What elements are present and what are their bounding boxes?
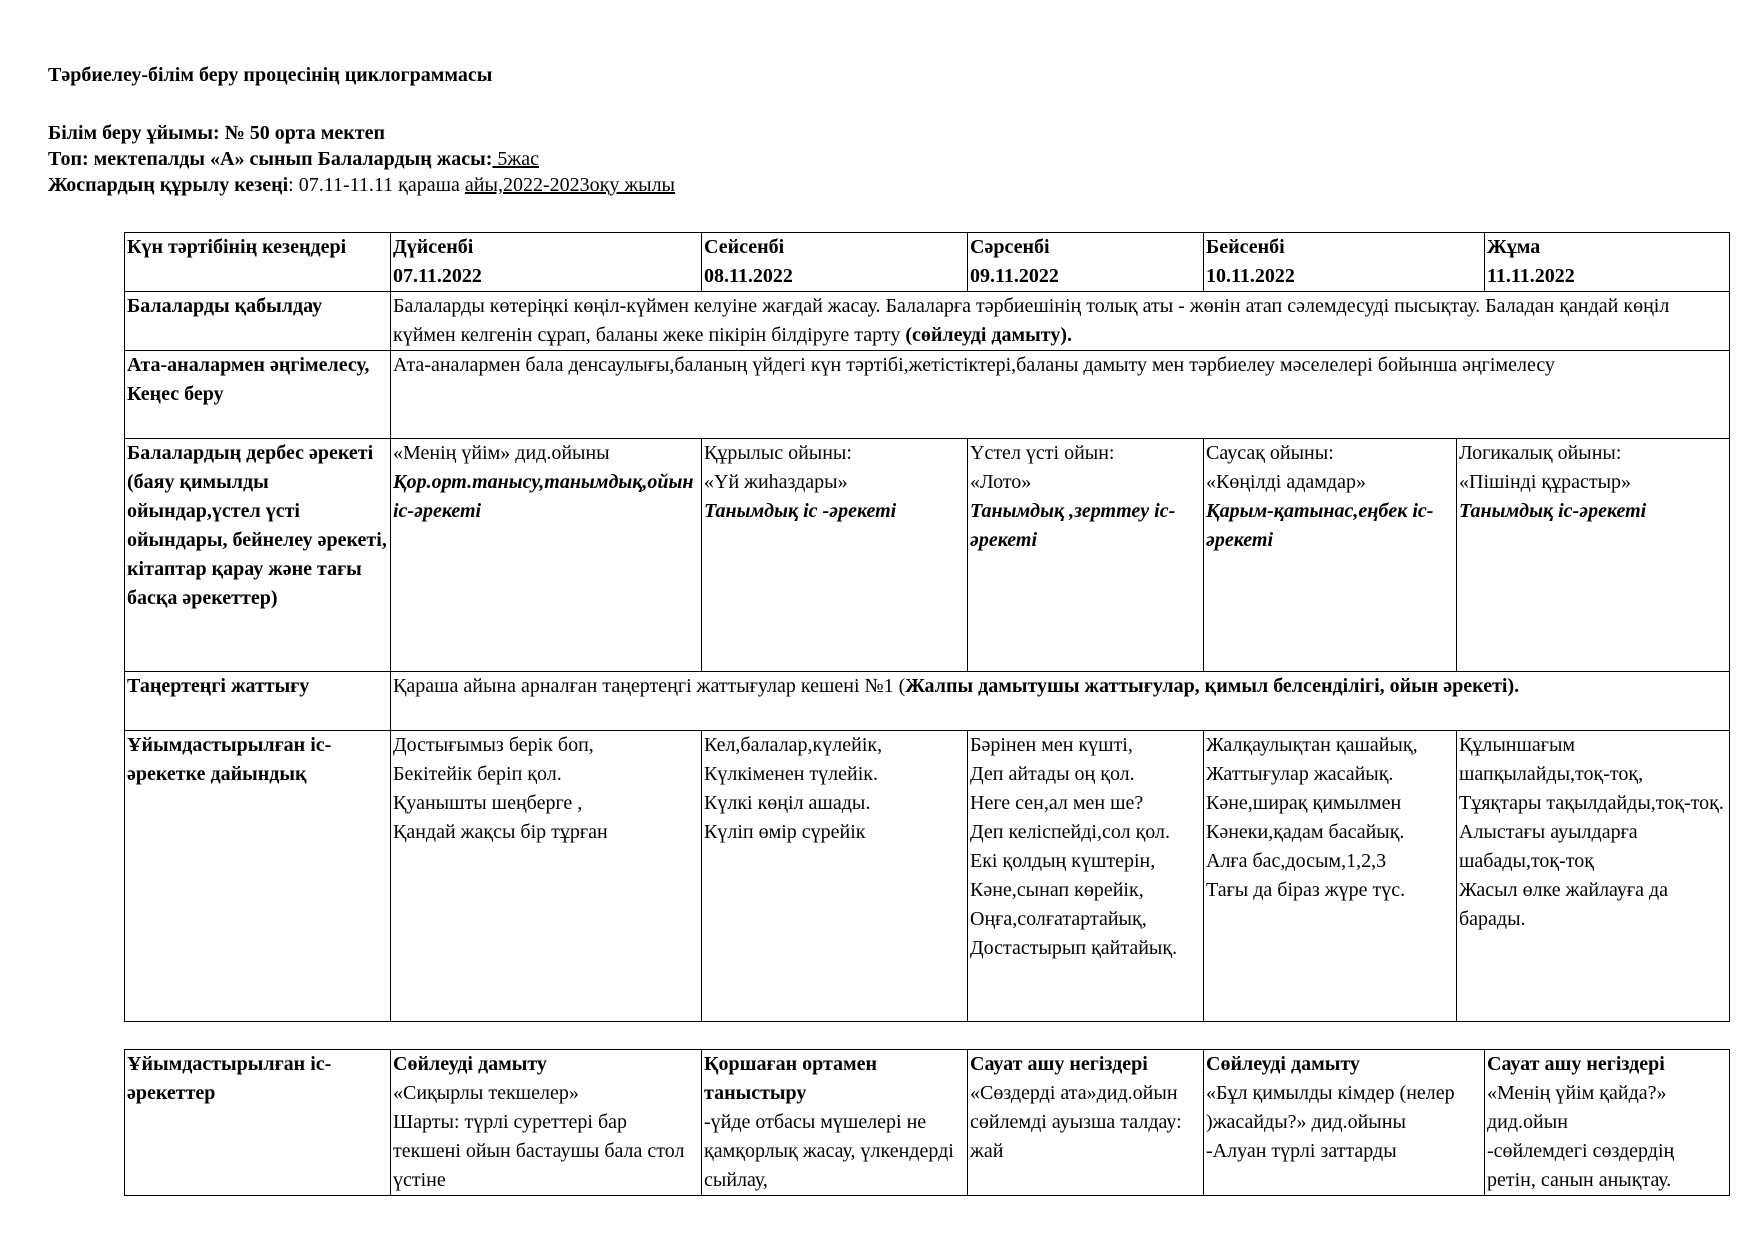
day-name: Сейсенбі: [704, 236, 785, 258]
verse-line: Тағы да біраз жүре түс.: [1206, 879, 1406, 901]
period-value: : 07.11-11.11 қараша: [288, 174, 465, 196]
activity-line: «Бұл қимылды кімдер (нелер )жасайды?» дид.ойыны: [1206, 1082, 1455, 1133]
preparation-cell-tuesday: [702, 731, 968, 1022]
verse-line: Күліп өмір сүрейік: [704, 821, 866, 843]
verse-line: Достығымыз берік боп,: [393, 734, 594, 756]
reception-label: Балаларды қабылдау: [125, 292, 391, 351]
activity-line: Үстел үсті ойын:: [970, 442, 1115, 464]
day-date: 10.11.2022: [1206, 265, 1295, 287]
verse-line: Жалқаулықтан қашайық,: [1206, 734, 1418, 756]
activity-line: сөйлемді ауызша талдау: жай: [970, 1111, 1182, 1162]
organized-activities-row: [125, 1050, 1730, 1196]
age-label: Балалардың жасы:: [317, 148, 493, 170]
period-line: [48, 172, 675, 198]
activity-cell-wednesday: [968, 1050, 1204, 1196]
reception-row: [125, 292, 1730, 351]
activity-line: «Үй жиһаздары»: [704, 471, 848, 493]
header-cell-wednesday: [968, 233, 1204, 292]
day-date: 09.11.2022: [970, 265, 1059, 287]
preparation-label: Ұйымдастырылған іс-әрекетке дайындық: [125, 731, 391, 1022]
organization-value: № 50 орта мектеп: [224, 122, 385, 144]
organized-activities-table: [124, 1049, 1730, 1196]
verse-line: Оңға,солғатартайық,: [970, 908, 1147, 930]
organization-line: [48, 120, 385, 146]
verse-line: Алыстағы ауылдарға шабады,тоқ-тоқ: [1459, 821, 1638, 872]
activity-line: «Менің үйім» дид.ойыны: [393, 442, 610, 464]
activity-cell-monday: [391, 1050, 702, 1196]
verse-line: Тұяқтары тақылдайды,тоқ-тоқ.: [1459, 792, 1724, 814]
activity-heading: Сауат ашу негіздері: [1487, 1053, 1665, 1075]
activity-type: Танымдық іс-әрекеті: [1459, 500, 1647, 522]
period-label: Жоспардың құрылу кезеңі: [48, 174, 289, 196]
verse-line: Қандай жақсы бір тұрған: [393, 821, 608, 843]
activity-line: «Сиқырлы текшелер»: [393, 1082, 579, 1104]
morning-exercise-label: Таңертеңгі жаттығу: [125, 672, 391, 731]
activity-line: Құрылыс ойыны:: [704, 442, 852, 464]
activity-cell-thursday: [1204, 1050, 1485, 1196]
activity-line: «Көңілді адамдар»: [1206, 471, 1366, 493]
independent-cell-monday: [391, 439, 702, 672]
morning-exercise-body: Қараша айына арналған таңертеңгі жаттығулар кешені №1 (: [393, 675, 906, 697]
organized-activities-label: Ұйымдастырылған іс-әрекеттер: [125, 1050, 391, 1196]
parents-label: Ата-аналармен әңгімелесу, Кеңес беру: [125, 351, 391, 439]
preparation-cell-thursday: [1204, 731, 1457, 1022]
group-line: [48, 146, 539, 172]
verse-line: Екі қолдың күштерін,: [970, 850, 1156, 872]
verse-line: Күлкіменен түлейік.: [704, 763, 878, 785]
preparation-row: [125, 731, 1730, 1022]
reception-body: Балаларды көтеріңкі көңіл-күймен келуіне жағдай жасау. Балаларға тәрбиешінің толық аты - жөнін атап сәлемдесуді пысықтау. Баладан қандай көңіл күймен келгенін сұрап, баланы жеке пікірін білдіруге тарту: [393, 295, 1670, 346]
morning-exercise-emphasis: Жалпы дамытушы жаттығулар, қимыл белсенділігі, ойын әрекеті).: [905, 675, 1520, 697]
reception-text: [391, 292, 1730, 351]
verse-line: Бәрінен мен күшті,: [970, 734, 1133, 756]
independent-cell-thursday: [1204, 439, 1457, 672]
activity-line: «Сөздерді ата»дид.ойын: [970, 1082, 1178, 1104]
morning-exercise-text: [391, 672, 1730, 731]
verse-line: Алға бас,досым,1,2,3: [1206, 850, 1387, 872]
header-cell-tuesday: [702, 233, 968, 292]
verse-line: Неге сен,ал мен ше?: [970, 792, 1144, 814]
day-date: 07.11.2022: [393, 265, 482, 287]
activity-line: Логикалық ойыны:: [1459, 442, 1622, 464]
verse-line: Күлкі көңіл ашады.: [704, 792, 871, 814]
verse-line: Кәне,ширақ қимылмен: [1206, 792, 1402, 814]
activity-type: Қарым-қатынас,еңбек іс-әрекеті: [1206, 500, 1434, 551]
period-value-underlined: айы,2022-2023оқу жылы: [464, 174, 675, 196]
verse-line: Достастырып қайтайық.: [970, 937, 1178, 959]
day-date: 11.11.2022: [1487, 265, 1575, 287]
morning-exercise-row: [125, 672, 1730, 731]
verse-line: Деп келіспейді,сол қол.: [970, 821, 1171, 843]
preparation-cell-wednesday: [968, 731, 1204, 1022]
preparation-cell-monday: [391, 731, 702, 1022]
header-cell-monday: [391, 233, 702, 292]
reception-emphasis: (сөйлеуді дамыту).: [905, 324, 1072, 346]
activity-line: «Менің үйім қайда?» дид.ойын: [1487, 1082, 1667, 1133]
verse-line: Жасыл өлке жайлауға да барады.: [1459, 879, 1669, 930]
verse-line: Деп айтады оң қол.: [970, 763, 1135, 785]
activity-cell-tuesday: [702, 1050, 968, 1196]
independent-cell-tuesday: [702, 439, 968, 672]
day-date: 08.11.2022: [704, 265, 793, 287]
activity-type: Танымдық іс -әрекеті: [704, 500, 897, 522]
header-cell-thursday: [1204, 233, 1485, 292]
activity-line: -сөйлемдегі сөздердің ретін, санын анықтау.: [1487, 1140, 1675, 1191]
activity-heading: Қоршаған ортамен таныстыру: [704, 1053, 878, 1104]
verse-line: Құлыншағым шапқылайды,тоқ-тоқ,: [1459, 734, 1644, 785]
verse-line: Кел,балалар,күлейік,: [704, 734, 883, 756]
activity-heading: Сөйлеуді дамыту: [393, 1053, 547, 1075]
activity-heading: Сөйлеуді дамыту: [1206, 1053, 1360, 1075]
activity-type: Танымдық ,зерттеу іс-әрекеті: [970, 500, 1176, 551]
parents-row: [125, 351, 1730, 439]
verse-line: Бекітейік беріп қол.: [393, 763, 562, 785]
independent-activity-row: [125, 439, 1730, 672]
verse-line: Жаттығулар жасайық.: [1206, 763, 1394, 785]
header-row: [125, 233, 1730, 292]
activity-type: Қор.орт.танысу,танымдық,ойын іс-әрекеті: [393, 471, 694, 522]
activity-cell-friday: [1485, 1050, 1730, 1196]
verse-line: Кәнеки,қадам басайық.: [1206, 821, 1405, 843]
schedule-table: [124, 232, 1730, 1022]
parents-text: Ата-аналармен бала денсаулығы,баланың үйдегі күн тәртібі,жетістіктері,баланы дамыту мен тәрбиелеу мәселелері бойынша әңгімелесу: [391, 351, 1730, 439]
verse-line: Қуанышты шеңберге ,: [393, 792, 583, 814]
preparation-cell-friday: [1457, 731, 1730, 1022]
verse-line: Кәне,сынап көрейік,: [970, 879, 1144, 901]
day-name: Сәрсенбі: [970, 236, 1050, 258]
group-label: Топ: мектепалды «А» сынып: [48, 148, 318, 170]
age-value: 5жас: [492, 148, 539, 170]
header-cell-friday: [1485, 233, 1730, 292]
activity-heading: Сауат ашу негіздері: [970, 1053, 1148, 1075]
independent-cell-friday: [1457, 439, 1730, 672]
activity-line: Саусақ ойыны:: [1206, 442, 1334, 464]
independent-cell-wednesday: [968, 439, 1204, 672]
activity-line: -үйде отбасы мүшелері не қамқорлық жасау, үлкендерді сыйлау,: [704, 1111, 954, 1191]
activity-line: «Пішінді құрастыр»: [1459, 471, 1632, 493]
independent-activity-label: Балалардың дербес әрекеті (баяу қимылды ойындар,үстел үсті ойындары, бейнелеу әрекеті, кітаптар қарау және тағы басқа әрекеттер): [125, 439, 391, 672]
activity-line: -Алуан түрлі заттарды: [1206, 1140, 1397, 1162]
activity-line: «Лото»: [970, 471, 1032, 493]
day-name: Дүйсенбі: [393, 236, 474, 258]
day-name: Жұма: [1487, 236, 1541, 258]
page-title: Тәрбиелеу-білім беру процесінің циклограммасы: [48, 64, 493, 86]
day-name: Бейсенбі: [1206, 236, 1285, 258]
organization-label: Білім беру ұйымы:: [48, 122, 225, 144]
activity-line: Шарты: түрлі суреттері бар текшені ойын бастаушы бала стол үстіне: [393, 1111, 685, 1191]
header-cell-periods: Күн тәртібінің кезеңдері: [125, 233, 391, 292]
